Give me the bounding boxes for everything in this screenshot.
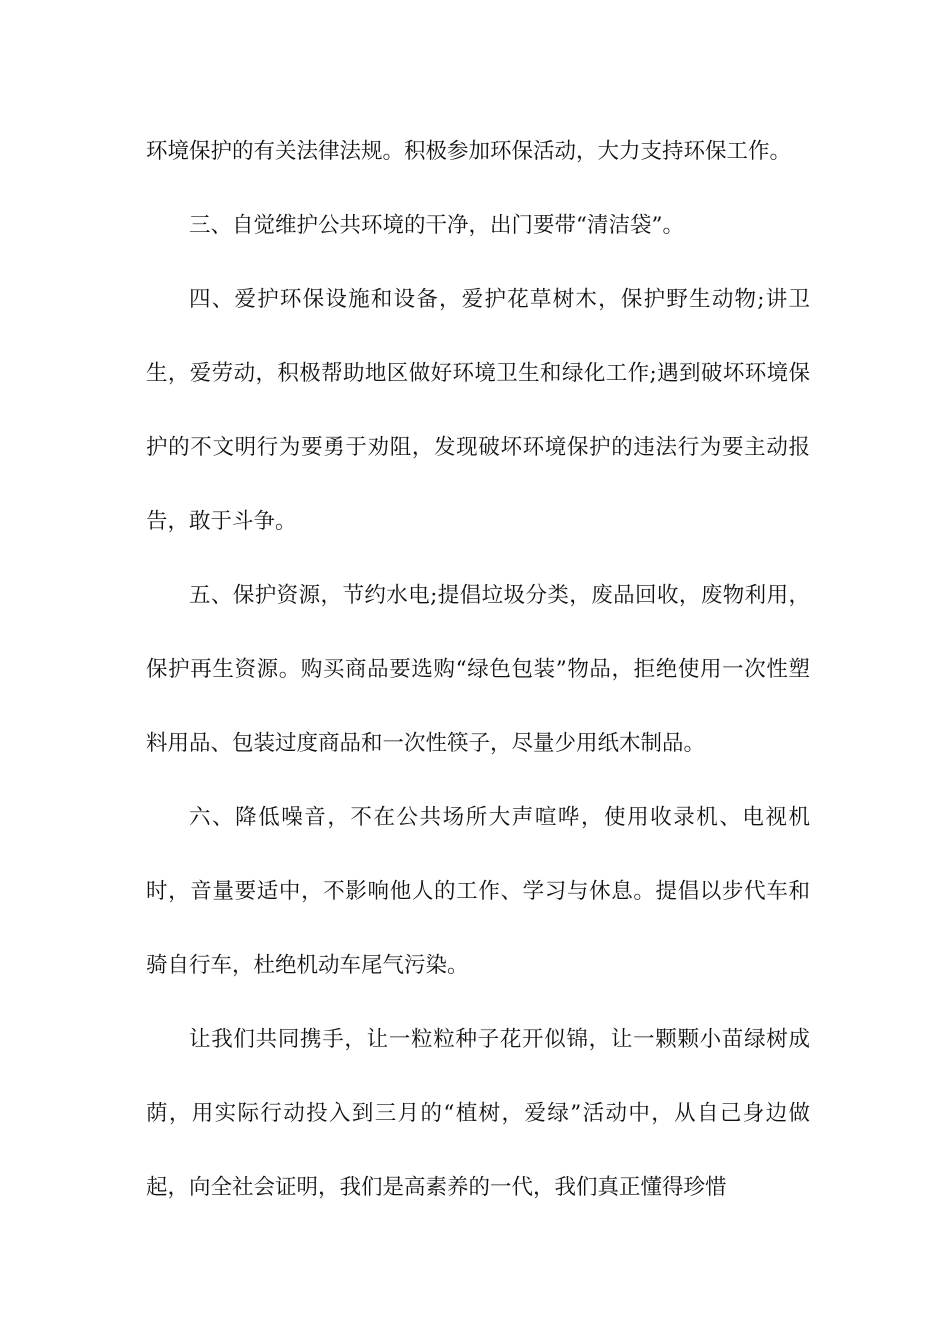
paragraph-4: 五、保护资源，节约水电;提倡垃圾分类，废品回收，废物利用，保护再生资源。购买商品要选购“绿色包装”物品，拒绝使用一次性塑料用品、包装过度商品和一次性筷子，尽量少用纸木制品。 [146,583,810,756]
paragraph-5: 六、降低噪音，不在公共场所大声喧哗，使用收录机、电视机时，音量要适中，不影响他人的工作、学习与休息。提倡以步代车和骑自行车，杜绝机动车尾气污染。 [146,805,810,978]
paragraph-6: 让我们共同携手，让一粒粒种子花开似锦，让一颗颗小苗绿树成荫，用实际行动投入到三月的“植树，爱绿”活动中，从自己身边做起，向全社会证明，我们是高素养的一代，我们真正懂得珍惜 [146,1027,810,1200]
paragraph-2: 三、自觉维护公共环境的干净，出门要带“清洁袋”。 [189,213,684,238]
document-body [146,115,810,1225]
paragraph-1: 环境保护的有关法律法规。积极参加环保活动，大力支持环保工作。 [146,139,792,164]
paragraph-3: 四、爱护环保设施和设备，爱护花草树木，保护野生动物;讲卫生，爱劳动，积极帮助地区做好环境卫生和绿化工作;遇到破坏环境保护的不文明行为要勇于劝阻，发现破坏环境保护的违法行为要主动报告，敢于斗争。 [146,287,810,534]
